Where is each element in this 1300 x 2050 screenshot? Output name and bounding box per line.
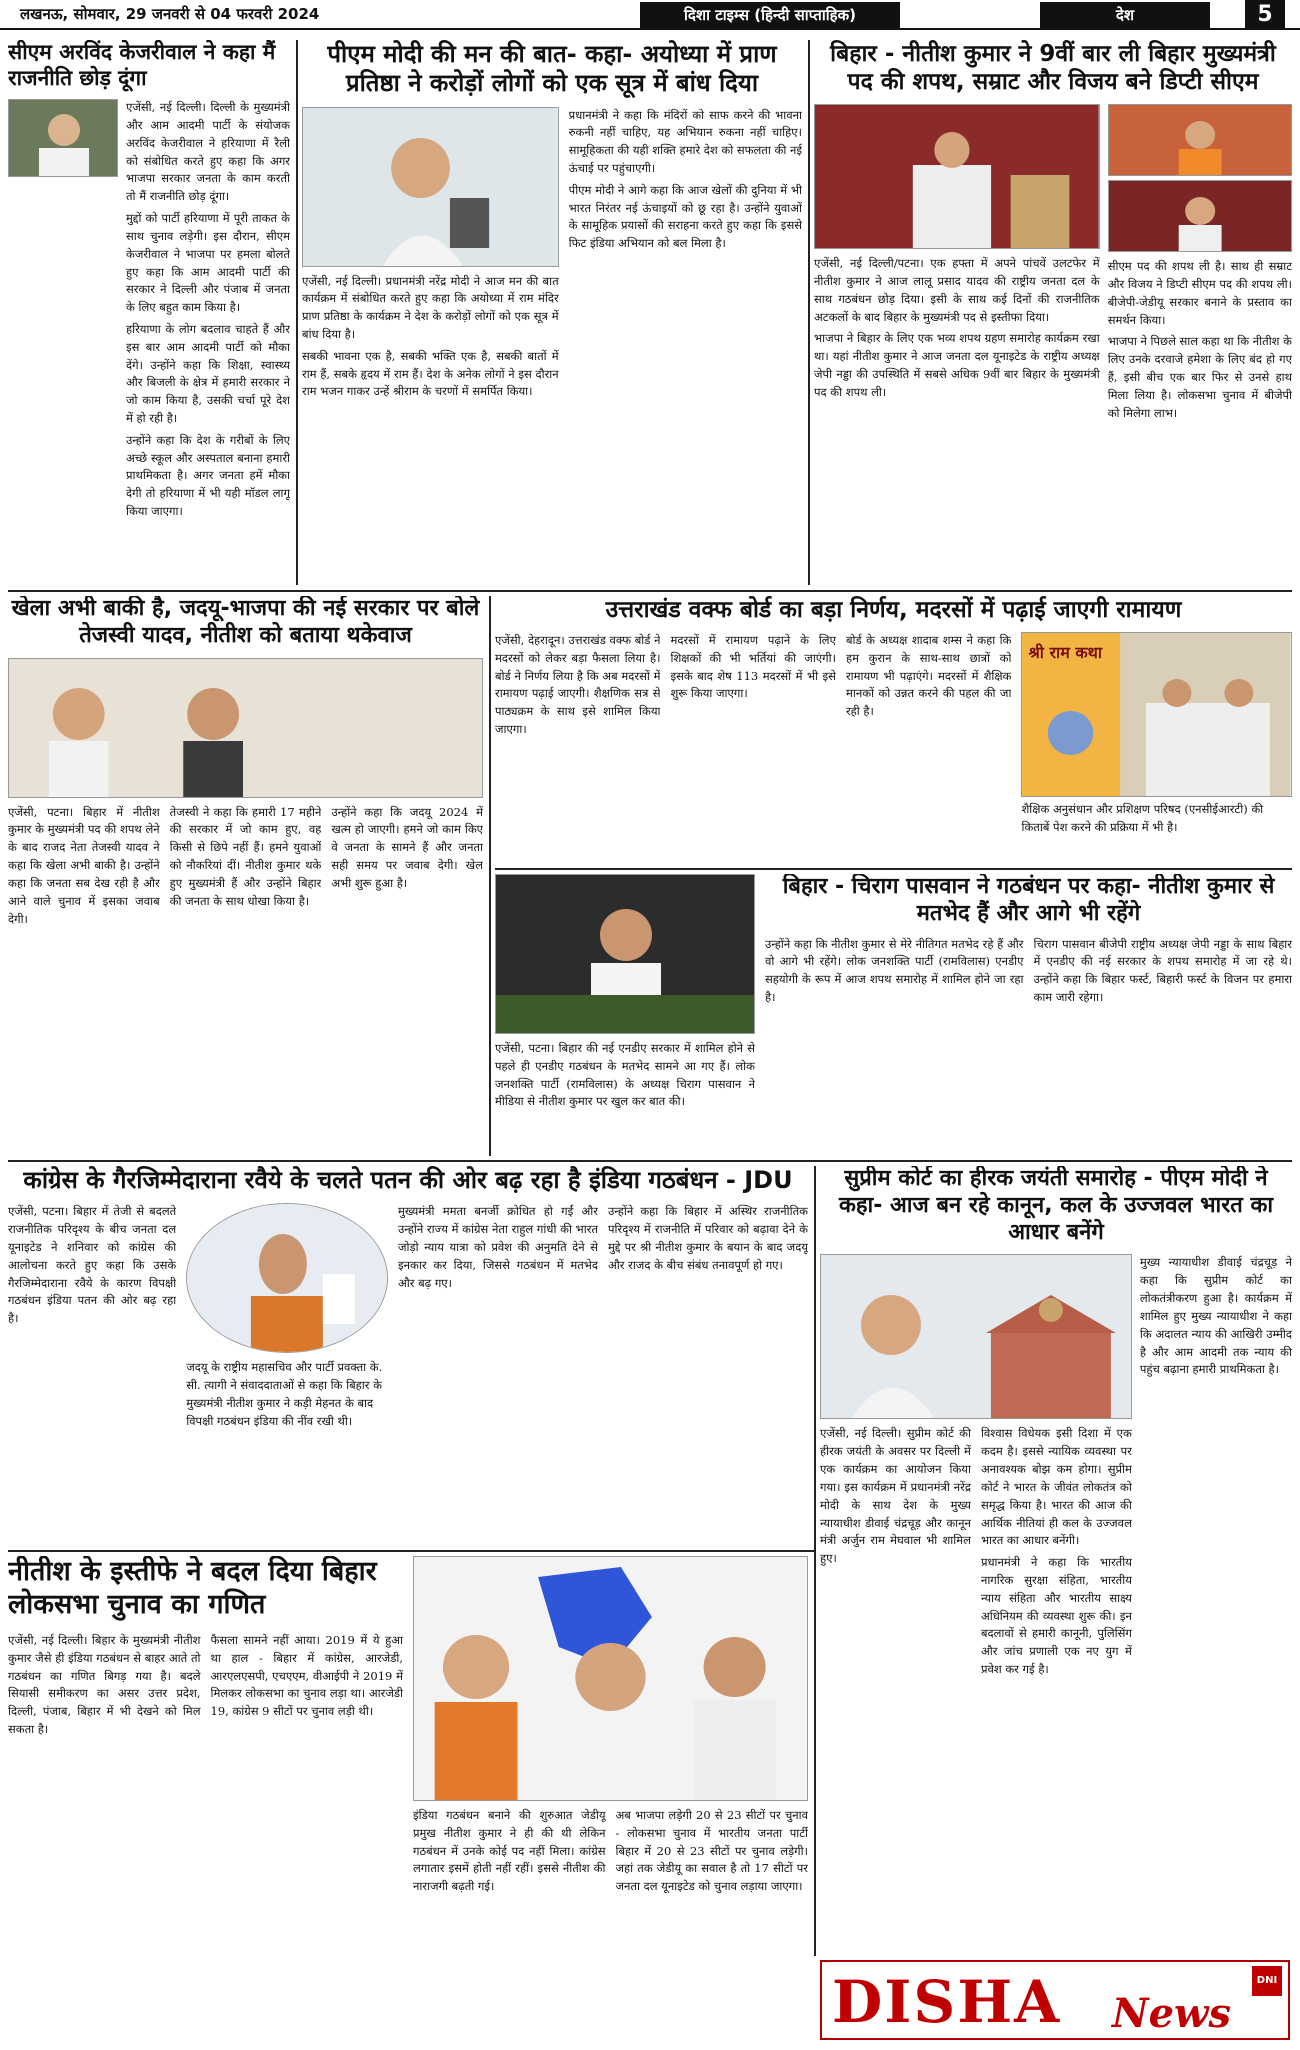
body-mann-ki-baat-p1: एजेंसी, नई दिल्ली। प्रधानमंत्री नरेंद्र मोदी ने आज मन की बात कार्यक्रम में संबोधित करते हुए कहा कि अयोध्या में राम मंदिर प्राण प्रतिष्ठा के कार्यक्रम ने देश के करोड़ों लोगों को एक सूत्र में बांध दिया है। xyxy=(302,273,559,341)
article-congress-jdu xyxy=(8,1166,808,1546)
divider xyxy=(489,596,491,1156)
body-tejashwi-p2: तेजस्वी ने कहा कि हमारी 17 महीने की सरकार में जो काम हुए, वह किसी से छिपे नहीं हैं। हमने युवाओं को नौकरियां दीं। नीतीश कुमार थके हुए मुख्यमंत्री हैं और उन्होंने बिहार की जनता के साथ धोखा किया है। xyxy=(169,804,322,908)
headline-congress-jdu: कांग्रेस के गैरजिम्मेदाराना रवैये के चलते पतन की ओर बढ़ रहा है इंडिया गठबंधन - JDU xyxy=(23,1166,793,1194)
headline-waqf: उत्तराखंड वक्फ बोर्ड का बड़ा निर्णय, मदरसों में पढ़ाई जाएगी रामायण xyxy=(605,597,1182,623)
headline-kejriwal: सीएम अरविंद केजरीवाल ने कहा मैं राजनीति छोड़ दूंगा xyxy=(8,40,276,90)
body-tejashwi-p1: एजेंसी, पटना। बिहार में नीतीश कुमार के मुख्यमंत्री पद की शपथ लेने के बाद राजद नेता तेजस्वी यादव ने कहा कि खेला अभी बाकी है। उन्होंने कहा कि जनता सब देख रही है और आने वाले चुनाव में इसका जवाब देगी। xyxy=(8,804,160,926)
body-chirag-p2: उन्होंने कहा कि नीतीश कुमार से मेरे नीतिगत मतभेद रहे हैं और वो आगे भी रहेंगे। लोक जनशक्ति पार्टी (रामविलास) एनडीए सहयोगी के रूप में आज शपथ समारोह में शामिल होने जा रहा है। xyxy=(765,936,1024,1005)
body-congress-jdu-p3: मुख्यमंत्री ममता बनर्जी क्रोधित हो गईं और उन्होंने राज्य में कांग्रेस नेता राहुल गांधी की भारत जोड़ो न्याय यात्रा को प्रवेश की अनुमति देने से इनकार कर दिया, जिससे गठबंधन में मतभेद और बढ़ गए। xyxy=(398,1204,598,1290)
photo-modi-supreme-court xyxy=(820,1254,1132,1419)
article-sc-jayanti xyxy=(820,1166,1292,1954)
photo-ramayan-madrasa xyxy=(1021,632,1292,797)
logo-main-text: DISHA xyxy=(832,1968,1062,2036)
photo-modi-nitish-lalu xyxy=(413,1556,808,1801)
ramayan-caption: श्री राम कथा xyxy=(1028,643,1102,663)
logo-badge: DNI xyxy=(1252,1966,1282,1996)
divider xyxy=(814,1166,816,1956)
divider xyxy=(495,868,1292,870)
photo-chirag-paswan xyxy=(495,874,755,1034)
photo-samrat-choudhary xyxy=(1108,104,1292,176)
article-tejashwi xyxy=(8,596,483,1156)
article-kejriwal xyxy=(8,40,290,585)
body-sc-jayanti-p3: प्रधानमंत्री ने कहा कि भारतीय नागरिक सुरक्षा संहिता, भारतीय न्याय संहिता और भारतीय साक्ष्य अधिनियम की व्यवस्था शुरू की। इन बदलावों से हमारी कानूनी, पुलिसिंग और जांच प्रणाली एक नए युग में प्रवेश कर गई है। xyxy=(980,1555,1132,1677)
body-loksabha-math-p4: अब भाजपा लड़ेगी 20 से 23 सीटों पर चुनाव - लोकसभा चुनाव में भारतीय जनता पार्टी बिहार में 20 से 23 सीटों पर चुनाव लड़ेगी। जहां तक जेडीयू का सवाल है तो 17 सीटों पर जनता दल यूनाइटेड को चुनाव लड़ाया जाएगा। xyxy=(615,1808,808,1894)
body-nitish-oath-p3: सीएम पद की शपथ ली है। साथ ही सम्राट और विजय ने डिप्टी सीएम पद की शपथ ली। बीजेपी-जेडीयू सरकार बनाने के प्रस्ताव का समर्थन किया। xyxy=(1107,259,1292,327)
headline-tejashwi: खेला अभी बाकी है, जदयू-भाजपा की नई सरकार पर बोले तेजस्वी यादव, नीतीश को बताया थकेवाज xyxy=(11,596,480,648)
body-tejashwi-p3: उन्होंने कहा कि जदयू 2024 में खत्म हो जाएगी। हमने जो काम किए वे जनता के सामने हैं और जनता सही समय पर जवाब देगी। खेल अभी शुरू हुआ है। xyxy=(331,804,483,890)
body-kejriwal-p1: एजेंसी, नई दिल्ली। दिल्ली के मुख्यमंत्री और आम आदमी पार्टी के संयोजक अरविंद केजरीवाल ने हरियाणा में रैली को संबोधित करते हुए कहा कि अगर भाजपा सरकार जनता के काम करती तो मैं राजनीति छोड़ दूंगा। xyxy=(126,100,290,204)
body-nitish-oath-p2: भाजपा ने बिहार के लिए एक भव्य शपथ ग्रहण समारोह कार्यक्रम रखा था। यहां नीतीश कुमार ने आज जनता दल यूनाइटेड के राष्ट्रीय अध्यक्ष जेपी नड्डा की उपस्थिति में सबसे अधिक 9वीं बार बिहार के मुख्यमंत्री पद की शपथ ली। xyxy=(814,331,1100,399)
article-nitish-oath xyxy=(814,40,1292,585)
photo-oath-ceremony xyxy=(814,104,1100,249)
body-sc-jayanti-p1: एजेंसी, नई दिल्ली। सुप्रीम कोर्ट की हीरक जयंती के अवसर पर दिल्ली में एक कार्यक्रम का आयोजन किया गया। इस कार्यक्रम में प्रधानमंत्री नरेंद्र मोदी के साथ देश के मुख्य न्यायाधीश डीवाई चंद्रचूड़ और कानून मंत्री अर्जुन राम मेघवाल भी शामिल हुए। xyxy=(820,1426,971,1566)
divider xyxy=(8,1160,1292,1162)
body-nitish-oath-p4: भाजपा ने पिछले साल कहा था कि नीतीश के लिए उनके दरवाजे हमेशा के लिए बंद हो गए हैं, इसी बीच एक बार फिर से उनसे हाथ मिला लिया है। लोकसभा चुनाव में बीजेपी को मिलेगा लाभ। xyxy=(1107,334,1292,420)
headline-loksabha-math: नीतीश के इस्तीफे ने बदल दिया बिहार लोकसभा चुनाव का गणित xyxy=(8,1556,377,1620)
headline-chirag: बिहार - चिराग पासवान ने गठबंधन पर कहा- नीतीश कुमार से मतभेद हैं और आगे भी रहेंगे xyxy=(782,874,1275,926)
photo-vijay-sinha xyxy=(1108,180,1292,252)
divider xyxy=(296,40,298,585)
disha-news-logo xyxy=(820,1960,1290,2040)
body-congress-jdu-p1: एजेंसी, पटना। बिहार में तेजी से बदलते राजनीतिक परिदृश्य के बीच जनता दल यूनाइटेड ने शनिवार को कांग्रेस की आलोचना करते हुए कहा कि उसके गैरजिम्मेदाराना रवैये के कारण विपक्षी गठबंधन इंडिया पतन की ओर बढ़ रहा है। xyxy=(8,1204,177,1326)
article-mann-ki-baat xyxy=(302,40,802,585)
body-congress-jdu-p4: उन्होंने कहा कि बिहार में अस्थिर राजनीतिक परिदृश्य में राजनीति में परिवार को बढ़ावा देने के मुद्दे पर श्री नीतीश कुमार के बयान के बाद जदयू और राजद के बीच संबंध तनावपूर्ण हो गए। xyxy=(608,1204,808,1272)
divider xyxy=(8,590,1292,592)
body-loksabha-math-p3: इंडिया गठबंधन बनाने की शुरुआत जेडीयू प्रमुख नीतीश कुमार ने ही की थी लेकिन गठबंधन में उनके कोई पद नहीं मिला। कांग्रेस लगातार इसमें होती नहीं रहीं। इससे नीतीश की नाराजगी बढ़ती गई। xyxy=(413,1808,606,1894)
body-waqf-p3: बोर्ड के अध्यक्ष शादाब शम्स ने कहा कि हम कुरान के साथ-साथ छात्रों को रामायण भी पढ़ाएंगे। मदरसों में शैक्षिक मानकों को उन्नत करने की पहल की जा रही है। xyxy=(845,633,1012,719)
header-page-number: 5 xyxy=(1245,0,1285,30)
photo-modi-mann-ki-baat xyxy=(302,107,559,267)
divider xyxy=(8,1550,814,1552)
headline-sc-jayanti: सुप्रीम कोर्ट का हीरक जयंती समारोह - पीएम मोदी ने कहा- आज बन रहे कानून, कल के उज्जवल भारत का आधार बनेंगे xyxy=(838,1166,1274,1245)
logo-sub-text: News xyxy=(1112,1990,1231,2037)
body-chirag-p1: एजेंसी, पटना। बिहार की नई एनडीए सरकार में शामिल होने से पहले ही एनडीए गठबंधन के मतभेद सामने आ गए हैं। लोक जनशक्ति पार्टी (रामविलास) के अध्यक्ष चिराग पासवान ने मीडिया से नीतीश कुमार पर खुल कर बात की। xyxy=(495,1041,755,1109)
body-sc-jayanti-p2: विश्वास विधेयक इसी दिशा में एक कदम है। इससे न्यायिक व्यवस्था पर अनावश्यक बोझ कम होगा। सुप्रीम कोर्ट ने भारत के जीवंत लोकतंत्र को समृद्ध किया है। भारत की आज की आर्थिक नीतियां ही कल के उज्जवल भारत का आधार बनेंगी। xyxy=(980,1426,1132,1548)
article-loksabha-math xyxy=(8,1556,808,2044)
body-mann-ki-baat-p2: सबकी भावना एक है, सबकी भक्ति एक है, सबकी बातों में राम हैं, सबके हृदय में राम हैं। देश के अनेक लोगों ने इस दौरान राम भजन गाकर उन्हें श्रीराम के चरणों में समर्पित किया। xyxy=(302,348,559,399)
article-waqf xyxy=(495,596,1292,864)
body-mann-ki-baat-p4: पीएम मोदी ने आगे कहा कि आज खेलों की दुनिया में भी भारत निरंतर नई ऊंचाइयों को छू रहा है। उन्होंने युवाओं के सामूहिक प्रयासों की सराहना करते हुए कहा कि इससे फिट इंडिया अभियान को बल मिला है। xyxy=(568,182,802,251)
body-nitish-oath-p1: एजेंसी, नई दिल्ली/पटना। एक हफ्ता में अपने पांचवें उलटफेर में नीतीश कुमार ने आज लालू प्रसाद यादव की राष्ट्रीय जनता दल के साथ गठबंधन छोड़ दिया। इसी के साथ कई दिनों की राजनीतिक अटकलों के बाद बिहार के मुख्यमंत्री पद से इस्तीफा दिया। xyxy=(814,256,1100,324)
body-loksabha-math-p1: एजेंसी, नई दिल्ली। बिहार के मुख्यमंत्री नीतीश कुमार जैसे ही इंडिया गठबंधन से बाहर आते तो गठबंधन का गणित बिगड़ गया है। बदले सियासी समीकरण का असर उत्तर प्रदेश, दिल्ली, पंजाब, बिहार में भी देखने को मिल सकता है। xyxy=(8,1632,201,1736)
body-chirag-p3: चिराग पासवान बीजेपी राष्ट्रीय अध्यक्ष जेपी नड्डा के साथ बिहार में एनडीए की नई सरकार के शपथ समारोह में जा रहे थे। उन्होंने कहा कि बिहार फर्स्ट, बिहारी फर्स्ट के विजन पर हमारा काम जारी रहेगा। xyxy=(1033,936,1292,1005)
body-mann-ki-baat-p3: प्रधानमंत्री ने कहा कि मंदिरों को साफ करने की भावना रुकनी नहीं चाहिए, यह अभियान रुकना नहीं चाहिए। सामूहिकता की यही शक्ति हमारे देश को सफलता की नई ऊंचाई पर पहुंचाएगी। xyxy=(568,107,802,175)
body-sc-jayanti-p4: मुख्य न्यायाधीश डीवाई चंद्रचूड़ ने कहा कि सुप्रीम कोर्ट का लोकतंत्रीकरण हुआ है। कार्यक्रम में शामिल हुए मुख्य न्यायाधीश ने कहा कि अदालत न्याय की आखिरी उम्मीद है और आम आदमी तक न्याय की पहुंच बढ़ाना हमारी प्राथमिकता है। xyxy=(1139,1255,1292,1377)
body-congress-jdu-p2: जदयू के राष्ट्रीय महासचिव और पार्टी प्रवक्ता के. सी. त्यागी ने संवाददाताओं से कहा कि बिहार के मुख्यमंत्री नीतीश कुमार ने कड़ी मेहनत के बाद विपक्षी गठबंधन इंडिया की नींव रखी थी। xyxy=(186,1360,383,1428)
body-waqf-p2: मदरसों में रामायण पढ़ाने के लिए शिक्षकों की भी भर्तियां की जाएंगी। इसके बाद शेष 113 मदरसों में भी इसे शुरू किया जाएगा। xyxy=(670,633,836,701)
photo-kc-tyagi xyxy=(186,1203,388,1353)
body-waqf-p1: एजेंसी, देहरादून। उत्तराखंड वक्फ बोर्ड ने मदरसों को लेकर बड़ा फैसला लिया है। बोर्ड ने निर्णय लिया है कि अब मदरसों में रामायण पढ़ाई जाएगी। शैक्षणिक सत्र से पाठ्यक्रम के साथ इसे शामिल किया जाएगा। xyxy=(495,633,661,737)
header-paper-name: दिशा टाइम्स (हिन्दी साप्ताहिक) xyxy=(640,2,900,28)
body-kejriwal-p3: हरियाणा के लोग बदलाव चाहते हैं और इस बार आम आदमी पार्टी को मौका देंगे। उन्होंने कहा कि शिक्षा, स्वास्थ्य और बिजली के क्षेत्र में हमारी सरकार ने जो काम किया है, उसकी चर्चा पूरे देश में हो रही है। xyxy=(126,321,290,426)
body-kejriwal-p4: उन्होंने कहा कि देश के गरीबों के लिए अच्छे स्कूल और अस्पताल बनाना हमारी प्राथमिकता है। अगर जनता हमें मौका देगी तो हरियाणा में भी यही मॉडल लागू किया जाएगा। xyxy=(126,432,290,519)
divider xyxy=(808,40,810,585)
body-waqf-p4: शैक्षिक अनुसंधान और प्रशिक्षण परिषद (एनसीईआरटी) की किताबें पेश करने की प्रक्रिया में भी है। xyxy=(1021,802,1264,834)
photo-kejriwal xyxy=(8,99,118,177)
headline-nitish-oath: बिहार - नीतीश कुमार ने 9वीं बार ली बिहार मुख्यमंत्री पद की शपथ, सम्राट और विजय बने डिप्टी सीएम xyxy=(830,41,1276,96)
headline-mann-ki-baat: पीएम मोदी की मन की बात- कहा- अयोध्या में प्राण प्रतिष्ठा ने करोड़ों लोगों को एक सूत्र में बांध दिया xyxy=(327,40,777,98)
body-kejriwal-p2: मुद्दों को पार्टी हरियाणा में पूरी ताकत के साथ चुनाव लड़ेगी। इस दौरान, सीएम केजरीवाल ने भाजपा पर हमला बोलते हुए कहा कि आम आदमी पार्टी की सरकार ने दिल्ली और पंजाब में जनता के लिए बहुत काम किया है। xyxy=(126,211,290,315)
photo-nitish-tejashwi xyxy=(8,658,483,798)
header-city-date: लखनऊ, सोमवार, 29 जनवरी से 04 फरवरी 2024 xyxy=(20,5,320,23)
header-section-label: देश xyxy=(1040,2,1210,28)
page-header-band xyxy=(0,0,1300,30)
article-chirag xyxy=(495,874,1292,1156)
body-loksabha-math-p2: फैसला सामने नहीं आया। 2019 में ये हुआ था हाल - बिहार में कांग्रेस, आरजेडी, आरएलएसपी, एचएएम, वीआईपी ने 2019 में मिलकर लोकसभा का चुनाव लड़ा था। आरजेडी 19, कांग्रेस 9 सीटों पर चुनाव लड़ी थी। xyxy=(210,1632,403,1719)
